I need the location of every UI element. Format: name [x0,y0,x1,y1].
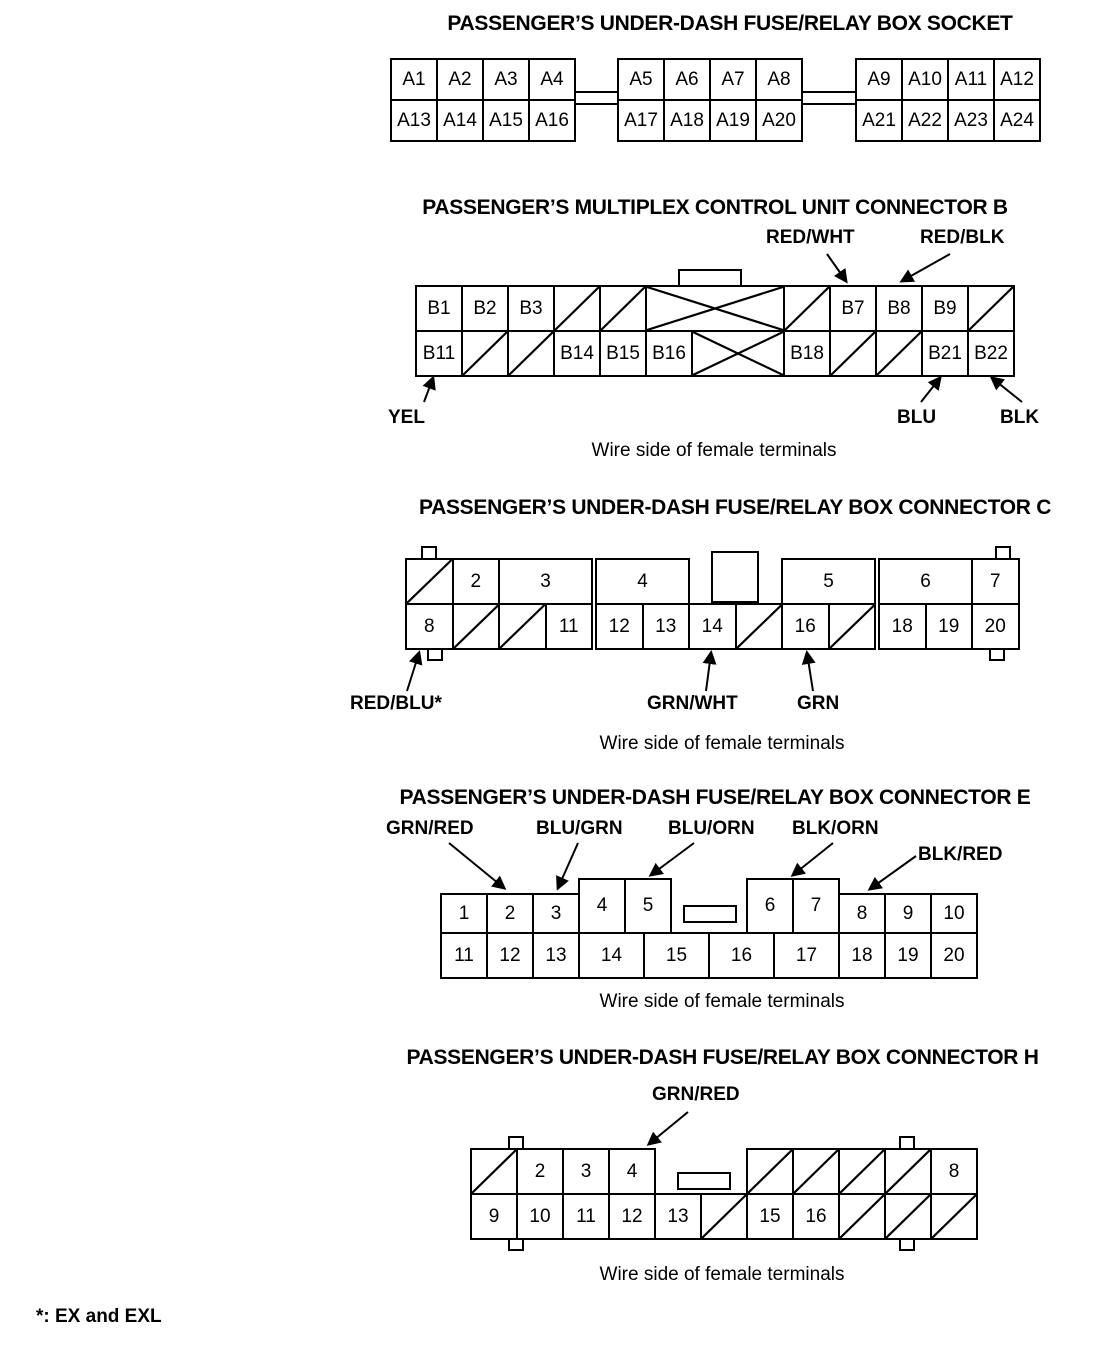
pin-label: A21 [862,109,896,131]
slash-mark-icon [840,1150,884,1193]
pin-label: A4 [540,68,564,90]
wire-label-yel: YEL [388,407,425,428]
pin-label: A5 [629,68,653,90]
wire-label-grn: GRN [797,693,840,714]
wire-label-blu-grn: BLU/GRN [536,818,623,839]
pin-label: 16 [805,1205,827,1227]
wire-label-blk-red: BLK/RED [918,844,1003,865]
pin-label: B3 [519,297,543,319]
blocked-pin-cell [746,1148,794,1195]
pin-label: 16 [794,615,816,637]
wire-label-red-blk: RED/BLK [920,227,1005,248]
pin-label: B8 [887,297,911,319]
blocked-pin-cell [838,1148,886,1195]
pin-label: 9 [488,1205,500,1227]
blocked-pin-cell [792,1148,840,1195]
pin-cell-16 [792,1193,840,1240]
pin-label: A9 [867,68,891,90]
pin-label: 18 [851,944,873,966]
wire-label-grn-red-h: GRN/RED [652,1084,740,1105]
pin-label: 11 [454,944,474,966]
slash-mark-icon [886,1195,930,1238]
wire-label-red-blu: RED/BLU* [350,693,442,714]
pin-label: 18 [891,615,913,637]
pin-label: A17 [624,109,658,131]
pin-label: 12 [608,615,630,637]
pin-cell-11 [562,1193,610,1240]
blocked-pin-cell [884,1193,932,1240]
pin-label: A14 [443,109,477,131]
pin-label: 15 [759,1205,781,1227]
caption-wire-side-h: Wire side of female terminals [599,1264,845,1285]
pin-label: 6 [764,895,776,916]
pin-label: 20 [984,615,1006,637]
pin-label: B14 [560,342,594,364]
pin-label: 5 [823,570,834,592]
pin-label: 14 [701,615,723,637]
pin-label: A3 [494,68,518,90]
pin-label: B7 [841,297,865,319]
slash-mark-icon [932,1195,976,1238]
pin-label: 13 [545,944,567,966]
pin-label: 13 [655,615,677,637]
pin-label: 3 [580,1160,592,1182]
pin-label: A2 [448,68,472,90]
section-title-socket-a: PASSENGER’S UNDER-DASH FUSE/RELAY BOX SOCKET [447,12,1013,35]
pin-cell-15 [746,1193,794,1240]
pin-cell-9 [470,1193,518,1240]
pin-label: 8 [948,1160,960,1182]
pin-label: A6 [675,68,699,90]
pin-label: 2 [470,570,482,592]
pin-label: B16 [652,342,686,364]
pin-label: 7 [810,895,822,916]
pin-label: 7 [989,570,1001,592]
section-title-connector-e: PASSENGER’S UNDER-DASH FUSE/RELAY BOX CONNECTOR E [399,786,1031,809]
pin-label: A15 [489,109,523,131]
pin-label: B21 [928,342,962,364]
pin-label: 19 [897,944,919,966]
pin-label: 5 [642,895,654,916]
pin-label: A13 [397,109,431,131]
pin-cell-3 [562,1148,610,1195]
blocked-pin-cell [884,1148,932,1195]
pin-label: A18 [670,109,704,131]
pin-label: 3 [550,902,562,924]
blocked-pin-cell [700,1193,748,1240]
pin-label: B1 [427,297,451,319]
caption-wire-side-e: Wire side of female terminals [599,991,845,1012]
wire-label-red-wht: RED/WHT [766,227,855,248]
pin-label: 12 [499,944,521,966]
pin-label: 19 [938,615,960,637]
pin-label: A7 [721,68,745,90]
pin-cell-12 [608,1193,656,1240]
blocked-pin-cell [930,1193,978,1240]
pin-label: A24 [1000,109,1034,131]
pin-label: B2 [473,297,497,319]
pin-label: 10 [529,1205,551,1227]
wire-label-blu: BLU [897,407,937,428]
pin-cell-2 [516,1148,564,1195]
wire-label-blk-orn: BLK/ORN [792,818,879,839]
pin-cell-8 [930,1148,978,1195]
pin-label: B22 [974,342,1008,364]
slash-mark-icon [472,1150,516,1193]
section-title-connector-c: PASSENGER’S UNDER-DASH FUSE/RELAY BOX CONNECTOR C [418,496,1052,519]
slash-mark-icon [886,1150,930,1193]
pin-label: 4 [637,570,648,592]
caption-wire-side-b: Wire side of female terminals [591,440,837,461]
pin-label: 14 [600,944,623,966]
pin-label: A12 [1000,68,1034,90]
wire-label-grn-wht: GRN/WHT [647,693,738,714]
pin-label: 4 [626,1160,638,1182]
pin-label: 2 [504,902,516,924]
pin-label: 12 [621,1205,643,1227]
caption-wire-side-c: Wire side of female terminals [599,733,845,754]
wire-label-blu-orn: BLU/ORN [668,818,755,839]
pin-label: 2 [534,1160,546,1182]
pin-cell-13 [654,1193,702,1240]
pin-label: 10 [943,902,965,924]
slash-mark-icon [702,1195,746,1238]
pin-label: B18 [790,342,824,364]
pin-label: 11 [558,615,579,637]
pin-cell-10 [516,1193,564,1240]
pin-label: 3 [540,570,551,592]
pin-label: A22 [908,109,942,131]
wire-label-blk: BLK [1000,407,1040,428]
pin-label: 8 [856,902,868,924]
pin-label: A20 [762,109,796,131]
blocked-pin-cell [838,1193,886,1240]
pin-label: 6 [920,570,931,592]
pin-label: A11 [954,68,988,90]
pin-label: 13 [667,1205,689,1227]
pin-label: 17 [795,944,818,966]
pin-label: 15 [665,944,688,966]
pin-label: A10 [908,68,942,90]
pin-cell-4 [608,1148,656,1195]
pin-label: 1 [458,902,470,924]
pin-label: 11 [576,1205,596,1227]
pin-label: 16 [730,944,753,966]
pin-label: 8 [423,615,435,637]
pin-label: A23 [954,109,988,131]
slash-mark-icon [794,1150,838,1193]
pin-label: A1 [402,68,426,90]
slash-mark-icon [748,1150,792,1193]
section-title-connector-b: PASSENGER’S MULTIPLEX CONTROL UNIT CONNECTOR B [422,196,1008,219]
wire-label-grn-red-e: GRN/RED [386,818,474,839]
slash-mark-icon [840,1195,884,1238]
section-title-connector-h: PASSENGER’S UNDER-DASH FUSE/RELAY BOX CONNECTOR H [406,1046,1039,1069]
blocked-pin-cell [470,1148,518,1195]
pin-label: 9 [902,902,914,924]
pin-label: B9 [933,297,957,319]
pin-label: B11 [422,342,456,364]
pin-label: B15 [606,342,640,364]
footnote-ex-exl: *: EX and EXL [36,1306,162,1327]
pin-label: 4 [596,895,608,916]
pin-label: A16 [535,109,569,131]
pin-label: A19 [716,109,750,131]
pin-label: A8 [767,68,791,90]
pin-label: 20 [943,944,965,966]
